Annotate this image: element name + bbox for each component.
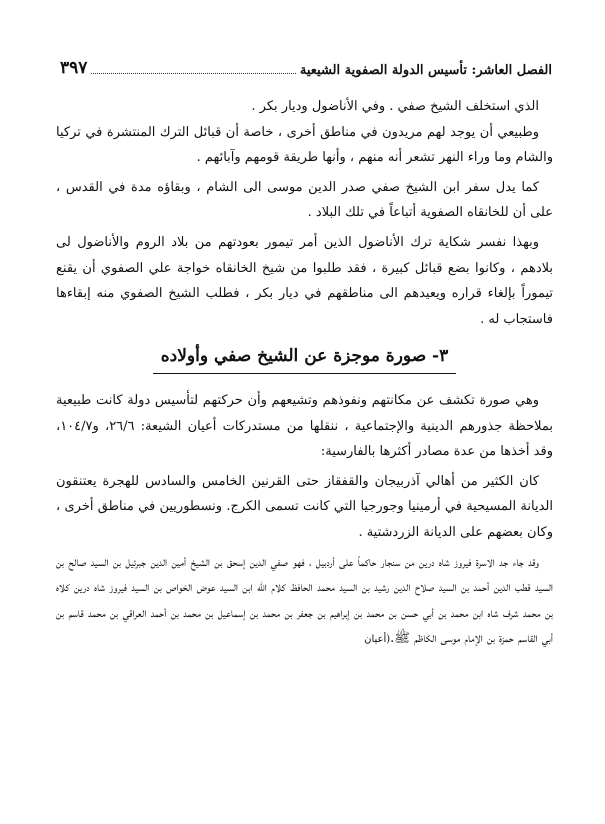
paragraph: وطبيعي أن يوجد لهم مريدون في مناطق أخرى ، خاصة أن قبائل الترك المنتشرة في تركيا والشام وما وراء النهر تشعر أنه منهم ، وأنها طريقة قومهم وآبائهم . <box>56 124 553 166</box>
source-reference: (أعيان <box>364 634 391 646</box>
page-body <box>56 94 553 657</box>
chapter-title: الفصل العاشر: تأسيس الدولة الصفوية الشيعية <box>299 63 552 78</box>
leader-dots <box>91 72 295 74</box>
section-heading-text: ٣- صورة موجزة عن الشيخ صفي وأولاده <box>153 344 457 374</box>
section-heading <box>56 344 553 374</box>
paragraph: وبهذا نفسر شكاية ترك الأناضول الذين أمر تيمور بعودتهم من بلاد الروم والأناضول لى بلادهم ، وكانوا بضع قبائل كبيرة ، فقد طلبوا من شيخ الخانقاه خواجة علي الصفوي أن يقنع تيموراً بإلغاء قراره ويعيدهم الى مناطقهم في ديار بكر ، فطلب الشيخ الصفوي منه إبقاءها فاستجاب له . <box>56 234 553 327</box>
paragraph: كان الكثير من أهالي آذربيجان والقفقاز حتى القرنين الخامس والسادس للهجرة يعتنقون الديانة المسيحية في أرمينيا وجورجيا التي كانت تسمى الكرج. ونسطوريين في مناطق أخرى ، وكان بعضهم على الديانة الزردشتية . <box>56 473 553 540</box>
paragraph-last <box>56 550 553 653</box>
paragraph: وهي صورة تكشف عن مكانتهم ونفوذهم وتشيعهم وأن حركتهم لتأسيس دولة كانت طبيعية بملاحظة جذورهم الدينية والإجتماعية ، ننقلها من مستدركات أعيان الشيعة: ٢٦/٦، و١٠٤/٧، وقد أخذها من عدة مصادر أكثرها بالفارسية: <box>56 392 553 460</box>
running-header <box>60 58 552 78</box>
paragraph: كما يدل سفر ابن الشيخ صفي صدر الدين موسى الى الشام ، وبقاؤه مدة في القدس ، على أن للخانقاه الصفوية أتباعاً في تلك البلاد . <box>56 179 553 221</box>
page-number: ٣٩٧ <box>60 58 88 78</box>
paragraph: الذي استخلف الشيخ صفي . وفي الأناضول وديار بكر . <box>251 99 539 114</box>
paragraph-text: وقد جاء جد الاسرة فيروز شاه درين من سنجار حاكماً على أردبيل ، فهو صفي الدين إسحق بن الشيخ أمين الدين جبرئيل بن السيد صالح بن السيد قطب الدين أحمد بن السيد صلاح الدين رشيد بن السيد محمد الحافظ كلام الله ابن السيد عوض الخواص بن السيد فيروز شاه درين كلاه بن محمد شرف شاه ابن محمد بن أبي حسن بن محمد بن إبراهيم بن جعفر بن محمد بن إسماعيل بن محمد بن أحمد العراقي بن محمد قاسم بن أبي القاسم حمزة بن الإمام موسى الكاظم ﷺ. <box>56 554 553 647</box>
